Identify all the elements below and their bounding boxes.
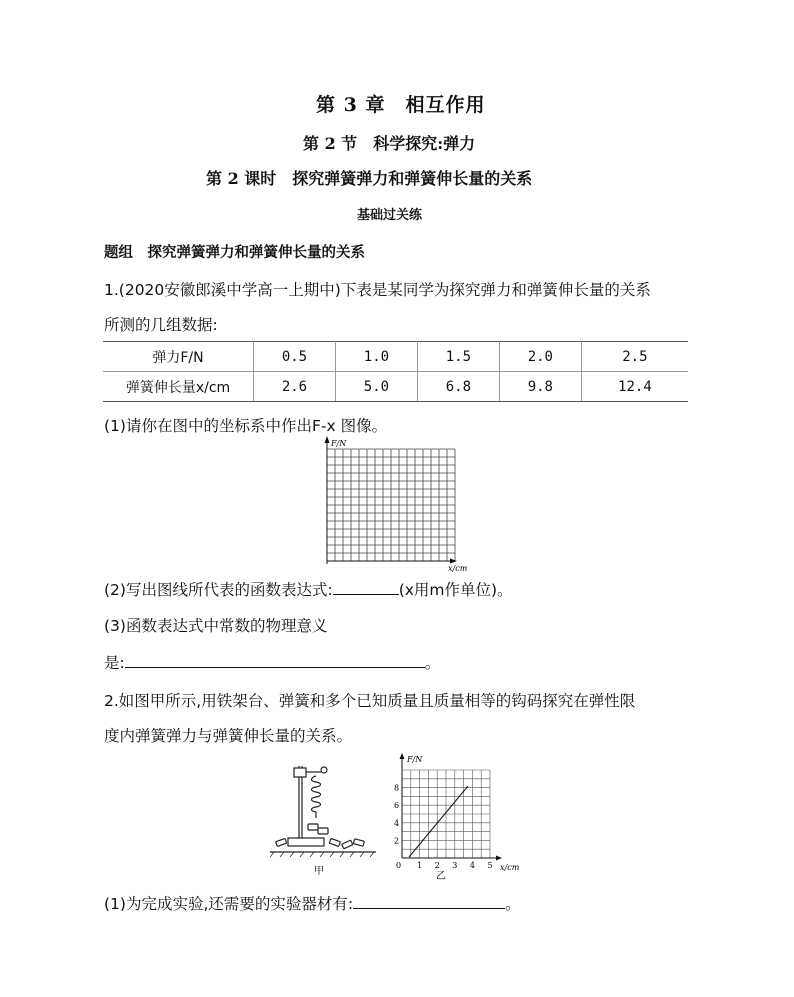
q2-text-line1: 2.如图甲所示,用铁架台、弹簧和多个已知质量且质量相等的钩码探究在弹性限 [104, 692, 636, 710]
table-cell: 1.5 [417, 342, 499, 372]
q1-part3: (3)函数表达式中常数的物理意义 [104, 617, 328, 635]
y-tick-label: 4 [394, 818, 400, 828]
q2-part1-suffix: 。 [505, 895, 521, 913]
answer-blank[interactable] [125, 653, 425, 668]
graph-grid [327, 449, 455, 561]
q1-part3-answer-line [104, 651, 440, 673]
q2-part1 [104, 892, 521, 914]
table-cell: 弹力F/N [103, 342, 254, 372]
lesson-title: 第 2 课时 探究弹簧弹力和弹簧伸长量的关系 [206, 169, 533, 188]
table-cell: 1.0 [335, 342, 417, 372]
apparatus-figure [270, 760, 382, 878]
figure-caption-yi: 乙 [436, 871, 446, 881]
table-cell: 0.5 [254, 342, 336, 372]
group-title: 题组 探究弹簧弹力和弹簧伸长量的关系 [104, 244, 365, 261]
table-cell: 2.6 [254, 372, 336, 402]
y-tick-label: 8 [394, 783, 400, 793]
q1-text-line1: 1.(2020安徽郎溪中学高一上期中)下表是某同学为探究弹力和弹簧伸长量的关系 [104, 281, 651, 299]
hook-weight [353, 839, 364, 846]
q1-part1: (1)请你在图中的坐标系中作出F-x 图像。 [104, 417, 388, 435]
graph-grid [402, 770, 490, 858]
data-table [103, 341, 688, 402]
table-cell: 弹簧伸长量x/cm [103, 372, 254, 402]
table-row [103, 342, 688, 372]
hook-weight [342, 840, 353, 849]
x-tick-label: 3 [452, 861, 458, 870]
answer-blank[interactable] [353, 894, 505, 909]
hook-weight [329, 838, 340, 846]
table-cell: 9.8 [499, 372, 581, 402]
q1-blank-graph [318, 436, 498, 574]
exercise-subtitle: 基础过关练 [357, 208, 423, 223]
y-tick-labels [394, 784, 399, 846]
x-tick-label: 1 [417, 861, 423, 870]
section-title: 第 2 节 科学探究:弹力 [303, 134, 476, 153]
x-tick-label: 2 [434, 861, 440, 870]
table-cell: 2.5 [581, 342, 688, 372]
table-cell: 12.4 [581, 372, 688, 402]
x-tick-label: 5 [487, 861, 493, 870]
x-axis-label: x/cm [500, 863, 520, 872]
q1-part2 [104, 578, 513, 600]
table-cell: 5.0 [335, 372, 417, 402]
hook-weight [276, 838, 287, 846]
stand-base [288, 838, 324, 846]
table-cell: 6.8 [417, 372, 499, 402]
table-row [103, 372, 688, 402]
clamp [294, 768, 306, 777]
q1-part2-unit-note: (x用m作单位)。 [398, 581, 513, 599]
y-axis-label: F/N [331, 439, 347, 448]
x-tick-label: 0 [396, 861, 402, 870]
y-axis-label: F/N [407, 755, 423, 764]
x-axis-arrow [450, 559, 457, 564]
y-axis-arrow [400, 753, 405, 759]
q1-text-line2: 所测的几组数据: [104, 316, 218, 334]
q1-part3-prefix: 是: [104, 654, 125, 672]
y-tick-label: 2 [394, 836, 400, 846]
chapter-title: 第 3 章 相互作用 [316, 94, 486, 116]
fx-graph [390, 753, 530, 881]
y-tick-label: 6 [394, 801, 400, 811]
x-axis-label: x/cm [448, 564, 468, 573]
answer-blank[interactable] [333, 580, 399, 595]
q2-part1-prompt: (1)为完成实验,还需要的实验器材有: [104, 895, 354, 913]
hook-weight [308, 824, 318, 830]
q1-part3-suffix: 。 [424, 654, 441, 672]
spring [312, 776, 321, 812]
hook-weight [318, 828, 328, 834]
x-tick-label: 4 [469, 861, 475, 870]
table-hatch [270, 852, 374, 857]
x-axis-arrow [496, 856, 502, 861]
q1-part2-prompt: (2)写出图线所代表的函数表达式: [104, 581, 333, 599]
q2-text-line2: 度内弹簧弹力与弹簧伸长量的关系。 [104, 727, 353, 745]
y-axis-arrow [325, 436, 330, 443]
x-tick-labels [396, 861, 493, 870]
clamp-screw [321, 767, 327, 773]
figure-caption-jia: 甲 [314, 866, 324, 877]
table-cell: 2.0 [499, 342, 581, 372]
